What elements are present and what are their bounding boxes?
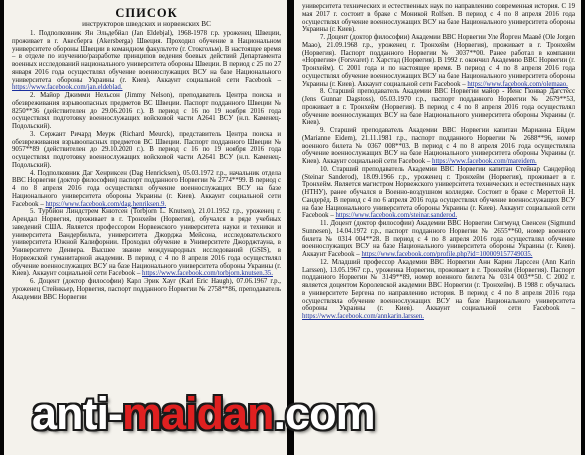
document-page-left (4, 0, 287, 455)
facebook-link[interactable]: https://www.facebook.com/steinar.sanderod. (335, 212, 458, 220)
list-item-text: 12. Младший профессор Академии ВВС Норвегии Анн Карин Ларссен (Ann Karin Larssen), 13.05.1967 г.р., уроженка Норвегии, проживает в г. Тронхейм (Норвегия). Паспорт подданного Норвегии № 3149**89, номер военного билета № 0314 003**50. С 2002 г. является доцентом Королевской академии ВВС Норвегии (г. Тронхейм). В 1988 г. обучалась в университете Бергена по направлению история. В период с 4 по 8 апреля 2016 года осуществляла обучение военнослужащих ВСУ на базе Национального университета обороны Украины (г. Киев). Аккаунт социальной сети Facebook – (302, 258, 575, 313)
document-subtitle: инструкторов шведских и норвежских ВС (82, 20, 211, 28)
watermark-accent: maidan (122, 388, 274, 439)
list-item-text: 8. Старший преподаватель Академии ВВС Норвегии майор - Йенс Гюнвар Дагстёсс (Jens Gunnar Dagstoss), 05.03.1970 г.р., паспорт подданного Норвегии № 2679**53, проживает в г. Тронхейм (Норвегия). В период с 4 по 8 апреля 2016 года осуществлял обучение военнослужащих ВСУ на базе Национального университета обороны Украины (г. Киев). (302, 88, 575, 127)
facebook-link[interactable]: https://www.facebook.com/dag.henriksen.9. (45, 200, 167, 208)
watermark-prefix: anti- (32, 388, 122, 439)
list-item-text: 1. Подполковник Ян Эльдебйал (Jan Eldebjal), 1968-1978 г.р. уроженец Швеции, проживает в г. Акесберга (Akersberga) Швеция. Проходил обучение в Национальном университете обороны Швеции в командном факультете (г. Стокгольм). В настоящее время – в отделе по изучению/разработке принципов ведения боевых действий Департамента военных исследований национального университета обороны Швеции. В период с 25 по 27 января 2016 года осуществлял обучение военнослужащих ВСУ на базе Национального университета обороны Украины (г. Киев). Аккаунт социальной сети Facebook – (12, 30, 281, 84)
list-item (302, 88, 575, 127)
list-item (12, 208, 281, 278)
list-item (302, 3, 575, 34)
facebook-link[interactable]: https://www.facebook.com/olemaao. (467, 80, 568, 88)
list-item-text: 3. Сержант Ричард Меурк (Richard Meurck), представитель Центра поиска и обезвреживания взрывоопасных предметов ВС Швеции. Паспорт подданного Швеции № 9057**89 (действителен до 29.10.2020 г.). В период с 16 по 19 ноября 2016 года осуществлял подготовку военнослужащих войсковой части А2641 ВСУ (н.п. Каменец-Подольский). (12, 130, 281, 169)
facebook-link[interactable]: https://www.facebook.com/torbjorn.knutsen.35. (142, 270, 273, 278)
document-title: СПИСОК (115, 6, 178, 20)
list-item (302, 220, 575, 259)
facebook-link[interactable]: https://www.facebook.com/annkarin.larssen. (302, 313, 424, 320)
list-item (302, 166, 575, 220)
list-item-text: 11. Доцент (доктор философии) Академии ВВС Норвегии Сигмунд Свенсен (Sigmund Sunnesen), 14.04.1972 г.р., паспорт подданного Норвегии № 2655**60, номер военного билета № 0314 004**28. В период с 4 по 8 апреля 2016 года осуществлял обучение военнослужащих ВСУ на базе Национального университета обороны Украины (г. Киев). Аккаунт Facebook – (302, 220, 575, 258)
list-item-text: университета технических и естественных наук по направлению современная история. С 19 мая 2017 г. состоит в браке с Моникой Rolfsen. В период с 4 по 8 апреля 2016 года осуществлял обучение военнослужащих ВСУ на базе Национального университета обороны Украины (г. Киев). (302, 3, 575, 34)
list-item (12, 92, 281, 131)
list-item (12, 278, 281, 301)
list-item (302, 127, 575, 166)
facebook-link[interactable]: https://www.facebook.com/mareidem. (432, 158, 537, 165)
list-item (302, 34, 575, 88)
list-item (12, 131, 281, 170)
list-item-text: 6. Доцент (доктор философии) Карл Эрик Хауг (Karl Eric Haugh), 07.06.1967 г.р., уроженец Стейнкьер, Норвегия, паспорт подданного Норвегии № 2758**86, преподаватель Академии ВВС Норвегии (12, 278, 281, 301)
left-column (12, 30, 281, 301)
list-item (302, 259, 575, 321)
facebook-link[interactable]: https://www.facebook.com/jan.eldeblad. (12, 84, 123, 92)
list-item-text: 4. Подполковник Даг Хенриксен (Dag Henricksen), 05.03.1972 г.р., начальник отдела ВВС Норвегии (доктор философии) паспорт подданного Норвегии № 2774**99. В период с 4 по 8 апреля 2016 года осуществлял обучение военнослужащих ВСУ на базе Национального университета обороны Украины (г. Киев). Аккаунт социальной сети Facebook – (12, 169, 281, 208)
site-watermark (32, 388, 375, 439)
list-item-text: 2. Майор Джимми Нельсон (Jimmy Nelson), преподаватель Центра поиска и обезвреживания взрывоопасных предметов ВС Швеции. Паспорт подданного Швеции № 8250**36 (действителен до 29.06.2016 г.). В период с 16 по 19 ноября 2016 года осуществлял подготовку военнослужащих войсковой части А2641 ВСУ (н.п. Каменец-Подольский). (12, 92, 281, 130)
list-item-text: 10. Старший преподаватель Академии ВВС Норвегии капитан Стейнар Сандерйод (Steinar Sanderod), 18.09.1966 г.р., уроженец г. Тронхейм (Норвегия), проживает в г. Тронхейм. Является магистром Норвежского университета технических и естественных наук (НТНУ), ранее обучался в Военно-воздушном колледже. Состоит в браке с Мереттой Н. Сандерёд. В период с 4 по 6 апреля 2016 года осуществлял обучение военнослужащих ВСУ на базе Национального университета обороны Украины (г. Киев). Аккаунт социальной сети Facebook – (302, 165, 575, 220)
facebook-link[interactable]: https://www.facebook.com/profile.php?id=100009157749035. (361, 251, 533, 258)
watermark-suffix: .com (273, 388, 375, 439)
list-item-text: 9. Старший преподаватель Академии ВВС Норвегии капитан Марианна Ейдем (Marianne Eidem), 21.11.1981 г.р., паспорт подданного Норвегии № 2688**96, номер военного билета № 0367 008**03. В период с 4 по 8 апреля 2016 года осуществляла обучение военнослужащих ВСУ на базе Национального университета обороны Украины (г. Киев). Аккаунт социальной сети Facebook – (302, 127, 575, 165)
right-column (302, 3, 575, 321)
list-item-text: 7. Доцент (доктор философии) Академии ВВС Норвегии Уле Йорген Маавё (Ole Jorgen Maao), 21.09.1968 г.р., уроженец г. Тронхейм (Норвегия), проживает в г. Тронхейм (Норвегия). Паспорт подданного Норвегии № 3037**00. Ранее работал в компании «Норвегия» (Forsvaret) г. Харстад (Норвегия). В 1992 г. окончил Академию ВВС Норвегии (г. Тронхейм). С 2001 года и по настоящее время. В период с 4 по 8 апреля 2016 года осуществлял обучение военнослужащих ВСУ на базе Национального университета обороны Украины (г. Киев). Аккаунт социальной сети Facebook – (302, 34, 575, 88)
list-item (12, 170, 281, 209)
document-page-right (294, 0, 581, 455)
list-item-text: 5. Турбйон Линдстрем Кнютсен (Torbjorn L. Knutsen), 21.01.1952 г.р., уроженец г. Арендал Норвегия, проживает в г. Тронхейм (Норвегия), обучался в ряде учебных заведений США. Является профессором Норвежского университета науки и техники и университета Вандербильта, университета Джорджа Мейсона, исследовательского университета Южной Калифорнии. Проходил обучение в Университете Джорджтауна, в Университете Денвера. Высшее звание международных исследований (GSIS), в Норвежской гуманитарной академии. В период с 4 по 8 апреля 2016 года осуществлял обучение военнослужащих ВСУ на базе Национального университета обороны Украины (г. Киев). Аккаунт социальной сети Facebook – (12, 208, 281, 278)
list-item (12, 30, 281, 92)
